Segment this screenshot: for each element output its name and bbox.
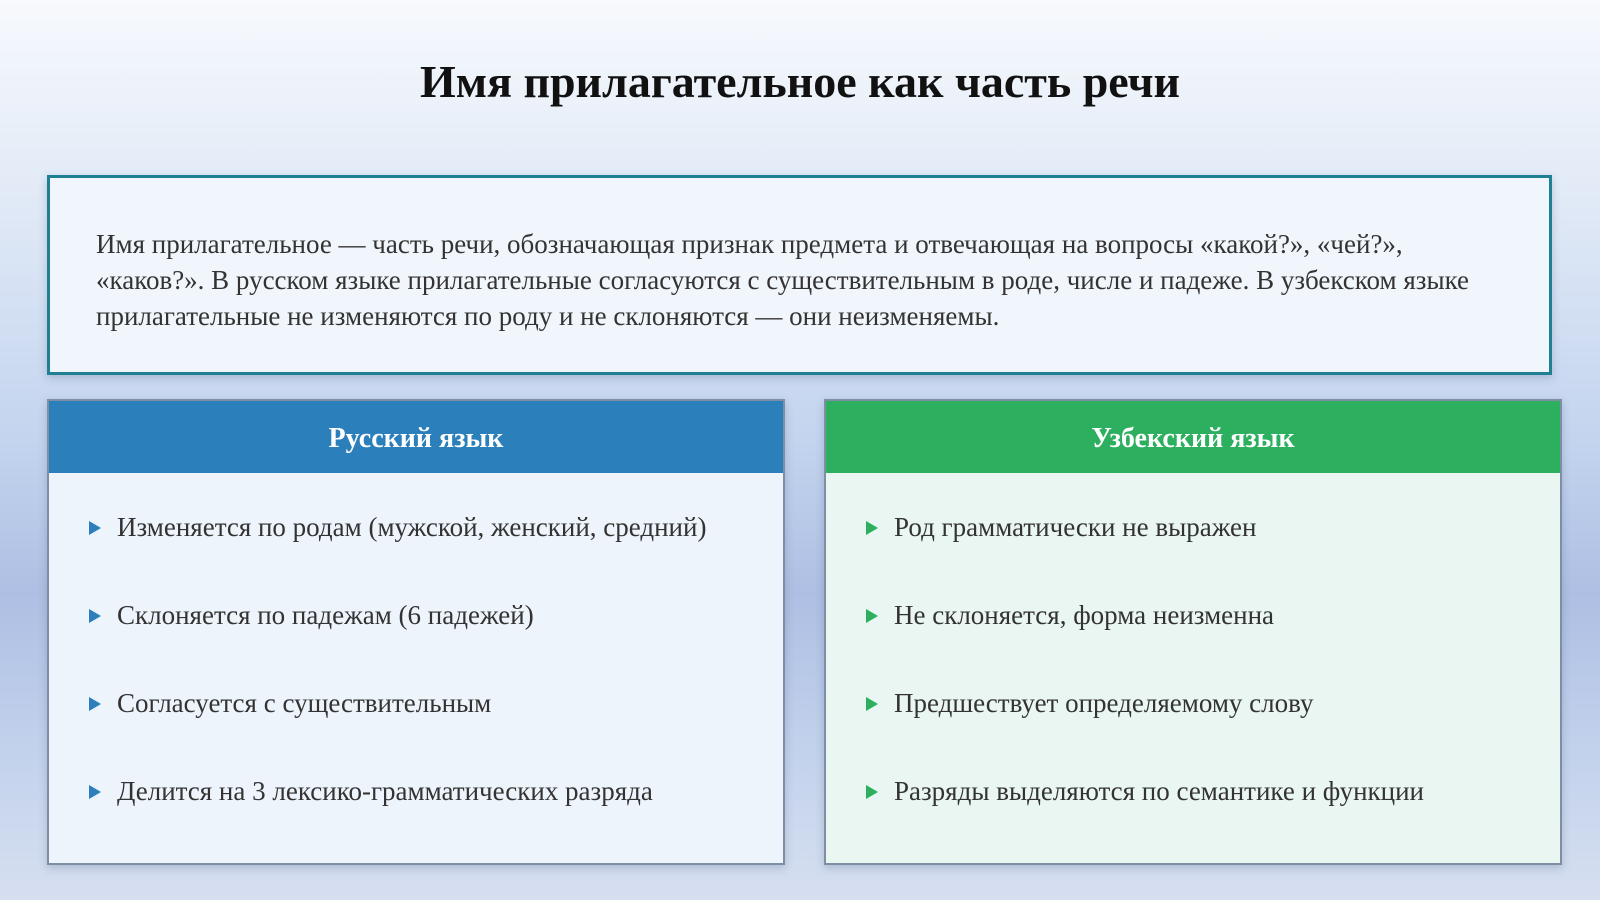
intro-text: Имя прилагательное — часть речи, обозначающая признак предмета и отвечающая на вопросы «какой?», «чей?», «каков?». В русском языке прилагательные согласуются с существительным в роде, числе и падеже. В узбекском языке прилагательные не изменяются по роду и не склоняются — они неизменяемы.	[96, 229, 1470, 331]
uzbek-column-header: Узбекский язык	[826, 401, 1560, 473]
russian-column-header: Русский язык	[49, 401, 783, 473]
triangle-right-icon	[866, 697, 878, 711]
triangle-right-icon	[89, 521, 101, 535]
uzbek-list-item	[866, 771, 1424, 811]
russian-item-text: Делится на 3 лексико-грамматических разряда	[117, 776, 653, 806]
uzbek-list-item	[866, 683, 1313, 723]
triangle-right-icon	[89, 697, 101, 711]
russian-list-item	[89, 507, 706, 547]
russian-list-item	[89, 771, 653, 811]
russian-item-text: Согласуется с существительным	[117, 688, 492, 718]
triangle-right-icon	[866, 521, 878, 535]
russian-list-item	[89, 683, 491, 723]
uzbek-item-text: Род грамматически не выражен	[894, 512, 1257, 542]
intro-box	[47, 175, 1552, 375]
russian-item-text: Изменяется по родам (мужской, женский, средний)	[117, 512, 707, 542]
uzbek-item-text: Не склоняется, форма неизменна	[894, 600, 1275, 630]
russian-column	[47, 399, 785, 865]
uzbek-item-text: Разряды выделяются по семантике и функции	[894, 776, 1425, 806]
uzbek-item-text: Предшествует определяемому слову	[894, 688, 1314, 718]
russian-list-item	[89, 595, 534, 635]
uzbek-list-item	[866, 507, 1256, 547]
uzbek-column	[824, 399, 1562, 865]
triangle-right-icon	[89, 609, 101, 623]
uzbek-list-item	[866, 595, 1274, 635]
russian-item-text: Склоняется по падежам (6 падежей)	[117, 600, 534, 630]
triangle-right-icon	[866, 609, 878, 623]
triangle-right-icon	[866, 785, 878, 799]
slide-title: Имя прилагательное как часть речи	[419, 56, 1181, 107]
triangle-right-icon	[89, 785, 101, 799]
